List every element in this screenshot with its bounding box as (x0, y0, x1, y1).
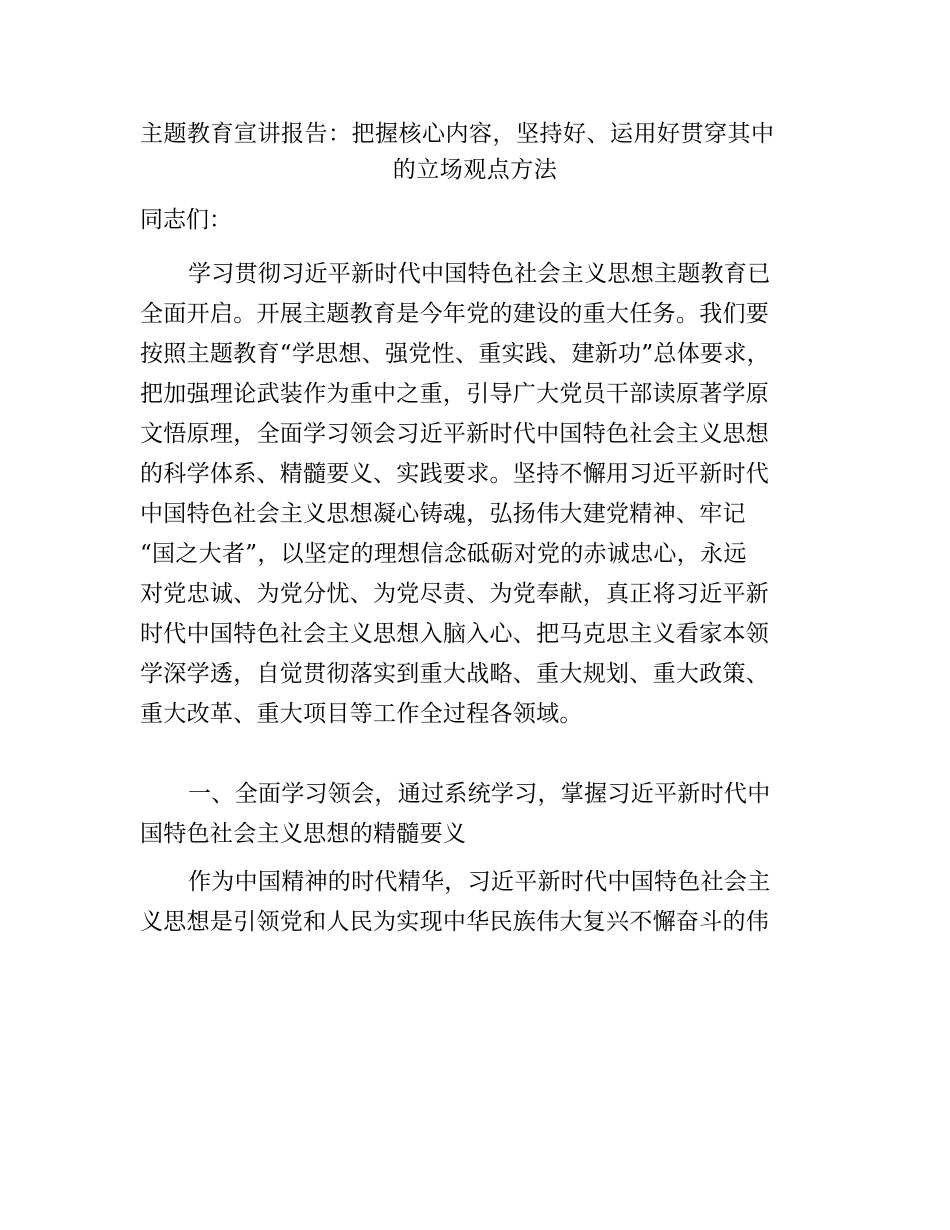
title-line-1: 主题教育宣讲报告：把握核心内容，坚持好、运用好贯穿其中 (140, 121, 775, 147)
paragraph-intro (140, 254, 810, 734)
paragraph-line: 文悟原理，全面学习领会习近平新时代中国特色社会主义思想 (140, 421, 770, 447)
heading-line: 一、全面学习领会，通过系统学习，掌握习近平新时代中 (188, 781, 771, 807)
paragraph-line: 重大改革、重大项目等工作全过程各领域。 (140, 701, 583, 727)
title-line-2: 的立场观点方法 (392, 157, 558, 183)
paragraph-line: 时代中国特色社会主义思想入脑入心、把马克思主义看家本领 (140, 621, 770, 647)
salutation: 同志们： (140, 207, 232, 233)
paragraph-line: 把加强理论武装作为重中之重，引导广大党员干部读原著学原 (140, 381, 770, 407)
paragraph-section-1 (140, 862, 810, 942)
paragraph-line: 中国特色社会主义思想凝心铸魂，弘扬伟大建党精神、牢记 (140, 501, 746, 527)
paragraph-line: 全面开启。开展主题教育是今年党的建设的重大任务。我们要 (140, 301, 770, 327)
heading-line: 国特色社会主义思想的精髓要义 (140, 821, 467, 847)
paragraph-line: 学习贯彻习近平新时代中国特色社会主义思想主题教育已 (188, 261, 771, 287)
paragraph-line: 义思想是引领党和人民为实现中华民族伟大复兴不懈奋斗的伟 (140, 909, 770, 935)
paragraph-line: 作为中国精神的时代精华，习近平新时代中国特色社会主 (188, 869, 771, 895)
paragraph-line: 学深学透，自觉贯彻落实到重大战略、重大规划、重大政策、 (140, 661, 770, 687)
paragraph-line: 对党忠诚、为党分忧、为党尽责、为党奉献，真正将习近平新 (140, 581, 770, 607)
paragraph-line: “国之大者”，以坚定的理想信念砥砺对党的赤诚忠心，永远 (140, 541, 747, 567)
paragraph-line: 的科学体系、精髓要义、实践要求。坚持不懈用习近平新时代 (140, 461, 770, 487)
document-title (140, 116, 810, 188)
paragraph-line: 按照主题教育“学思想、强党性、重实践、建新功”总体要求， (140, 341, 770, 367)
section-heading-1 (140, 774, 810, 854)
